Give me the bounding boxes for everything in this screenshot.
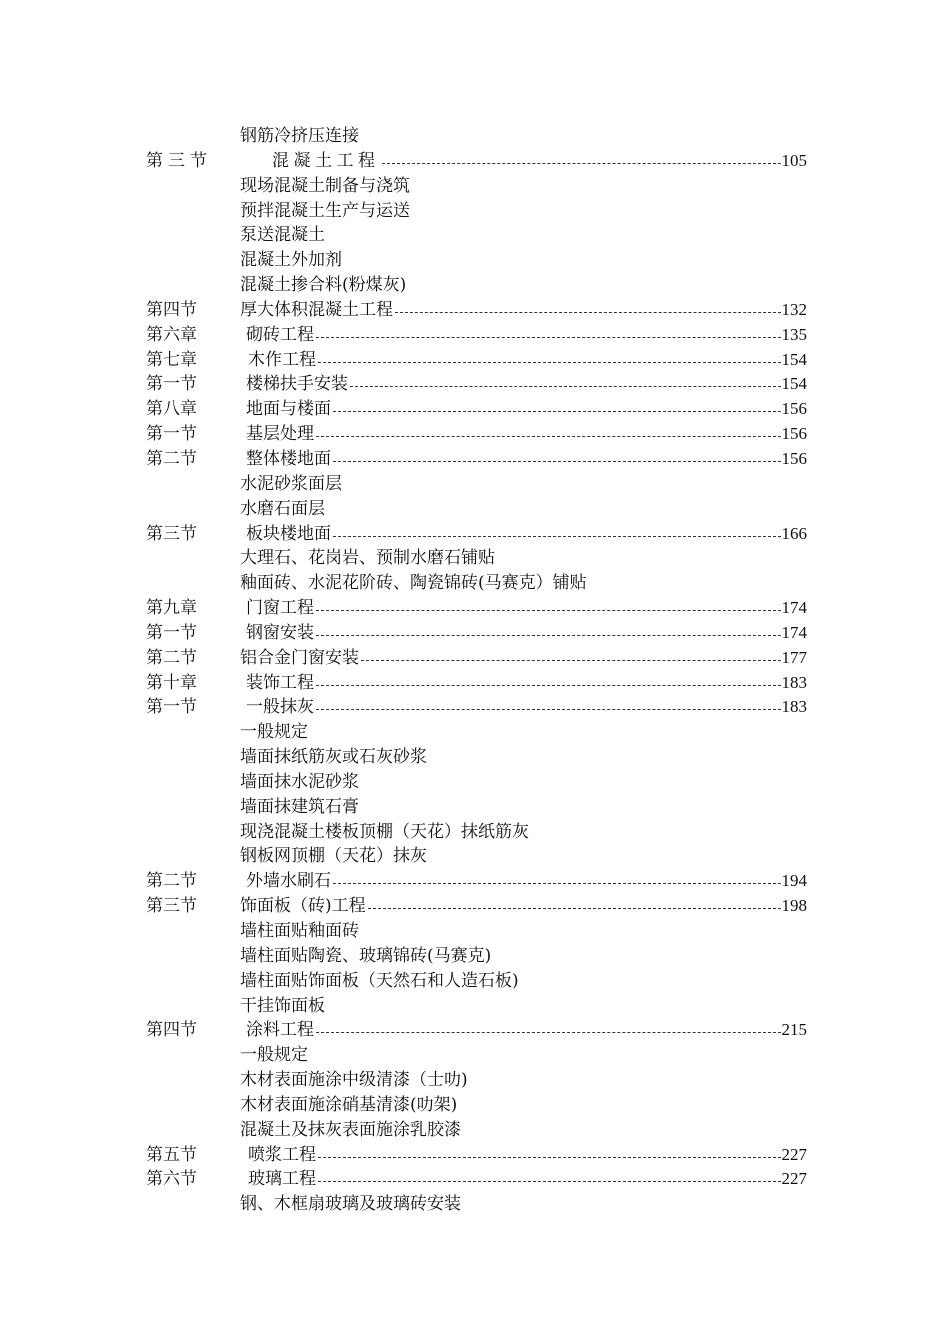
toc-entry-label: 第一节 <box>146 697 197 718</box>
toc-entry-title: 地面与楼面 <box>246 399 331 420</box>
toc-subentry <box>0 223 950 248</box>
toc-entry <box>0 1167 950 1192</box>
toc-page-number: 177 <box>781 647 807 667</box>
toc-page-number: 227 <box>781 1144 807 1164</box>
toc-entry-label: 第一节 <box>146 622 197 643</box>
toc-entry-title: 水泥砂浆面层 <box>240 473 342 494</box>
toc-dotted-leader <box>316 610 781 611</box>
toc-page-number: 194 <box>781 871 807 891</box>
toc-entry-title: 钢板网顶棚（天花）抹灰 <box>240 846 427 867</box>
toc-entry-label: 第八章 <box>146 399 197 420</box>
toc-page-number: 105 <box>781 150 807 170</box>
toc-entry-title: 木材表面施涂硝基清漆(叻架) <box>240 1094 458 1115</box>
toc-entry <box>0 298 950 323</box>
toc-entry <box>0 894 950 919</box>
toc-subentry <box>0 770 950 795</box>
toc-entry-title: 墙面抹水泥砂浆 <box>240 771 359 792</box>
toc-entry <box>0 447 950 472</box>
toc-subentry <box>0 1043 950 1068</box>
toc-page-number: 215 <box>781 1020 807 1040</box>
toc-subentry <box>0 944 950 969</box>
toc-subentry <box>0 844 950 869</box>
toc-page-number: 154 <box>781 349 807 369</box>
toc-page-number: 132 <box>781 299 807 319</box>
toc-entry-title: 泵送混凝土 <box>240 225 325 246</box>
toc-subentry <box>0 919 950 944</box>
toc-dotted-leader <box>333 461 781 462</box>
toc-entry-title: 预拌混凝土生产与运送 <box>240 200 410 221</box>
toc-subentry <box>0 472 950 497</box>
toc-page-number: 166 <box>781 523 807 543</box>
toc-entry-title: 釉面砖、水泥花阶砖、陶瓷锦砖(马赛克）铺贴 <box>240 573 587 594</box>
toc-entry-title: 整体楼地面 <box>246 448 331 469</box>
toc-subentry <box>0 1068 950 1093</box>
toc-entry-label: 第十章 <box>146 672 197 693</box>
toc-entry-label: 第三节 <box>146 896 197 917</box>
toc-dotted-leader <box>316 709 781 710</box>
toc-entry-label: 第二节 <box>146 647 197 668</box>
toc-entry-title: 装饰工程 <box>246 672 314 693</box>
toc-entry-title: 墙面抹纸筋灰或石灰砂浆 <box>240 747 427 768</box>
toc-entry <box>0 149 950 174</box>
toc-subentry <box>0 1192 950 1217</box>
toc-page-number: 135 <box>781 324 807 344</box>
toc-entry <box>0 372 950 397</box>
table-of-contents <box>0 124 950 1217</box>
toc-entry-title: 现浇混凝土楼板顶棚（天花）抹纸筋灰 <box>240 821 529 842</box>
toc-entry-title: 一般抹灰 <box>246 697 314 718</box>
toc-entry-label: 第三节 <box>146 150 212 171</box>
toc-entry-title: 基层处理 <box>246 424 314 445</box>
toc-dotted-leader <box>368 908 781 909</box>
toc-subentry <box>0 720 950 745</box>
toc-entry <box>0 695 950 720</box>
toc-subentry <box>0 174 950 199</box>
toc-entry <box>0 1018 950 1043</box>
toc-entry-title: 涂料工程 <box>246 1020 314 1041</box>
toc-entry <box>0 397 950 422</box>
toc-entry <box>0 596 950 621</box>
toc-entry-title: 饰面板（砖)工程 <box>240 896 366 917</box>
toc-subentry <box>0 745 950 770</box>
toc-entry-title: 钢窗安装 <box>246 622 314 643</box>
toc-dotted-leader <box>316 436 781 437</box>
toc-dotted-leader <box>318 1157 781 1158</box>
toc-entry-title: 砌砖工程 <box>246 324 314 345</box>
toc-entry-title: 门窗工程 <box>246 598 314 619</box>
toc-entry-title: 喷浆工程 <box>248 1144 316 1165</box>
toc-dotted-leader <box>395 312 781 313</box>
toc-entry-title: 墙柱面贴陶瓷、玻璃锦砖(马赛克) <box>240 945 492 966</box>
toc-entry <box>0 621 950 646</box>
toc-subentry <box>0 546 950 571</box>
toc-entry-title: 混凝土及抹灰表面施涂乳胶漆 <box>240 1119 461 1140</box>
toc-entry <box>0 1143 950 1168</box>
toc-entry <box>0 323 950 348</box>
toc-dotted-leader <box>350 386 781 387</box>
toc-dotted-leader <box>316 337 781 338</box>
toc-subentry <box>0 969 950 994</box>
toc-subentry <box>0 795 950 820</box>
toc-entry-title: 水磨石面层 <box>240 498 325 519</box>
toc-dotted-leader <box>361 660 781 661</box>
toc-subentry <box>0 820 950 845</box>
toc-entry-title: 一般规定 <box>240 722 308 743</box>
toc-entry-title: 外墙水刷石 <box>246 871 331 892</box>
toc-entry <box>0 522 950 547</box>
toc-entry-label: 第二节 <box>146 871 197 892</box>
toc-page-number: 156 <box>781 399 807 419</box>
toc-entry-label: 第五节 <box>146 1144 197 1165</box>
toc-dotted-leader <box>318 362 781 363</box>
toc-subentry <box>0 497 950 522</box>
toc-page-number: 198 <box>781 896 807 916</box>
toc-entry <box>0 671 950 696</box>
toc-page-number: 156 <box>781 448 807 468</box>
toc-dotted-leader <box>333 536 781 537</box>
toc-entry-label: 第四节 <box>146 299 197 320</box>
toc-entry-label: 第三节 <box>146 523 197 544</box>
toc-entry-title: 厚大体积混凝土工程 <box>240 299 393 320</box>
toc-entry-title: 混凝土外加剂 <box>240 250 342 271</box>
toc-entry-title: 楼梯扶手安装 <box>246 374 348 395</box>
toc-dotted-leader <box>318 1181 781 1182</box>
toc-subentry <box>0 273 950 298</box>
toc-page-number: 183 <box>781 697 807 717</box>
toc-entry-title: 钢、木框扇玻璃及玻璃砖安装 <box>240 1194 461 1215</box>
toc-entry-label: 第一节 <box>146 424 197 445</box>
toc-dotted-leader <box>316 1032 781 1033</box>
toc-entry-title: 板块楼地面 <box>246 523 331 544</box>
toc-entry-label: 第四节 <box>146 1020 197 1041</box>
toc-entry <box>0 422 950 447</box>
toc-entry-title: 大理石、花岗岩、预制水磨石铺贴 <box>240 548 495 569</box>
toc-entry-title: 现场混凝土制备与浇筑 <box>240 175 410 196</box>
toc-entry-title: 混凝土工程 <box>272 150 380 171</box>
toc-entry-title: 玻璃工程 <box>248 1169 316 1190</box>
toc-entry-label: 第七章 <box>146 349 197 370</box>
toc-page-number: 174 <box>781 598 807 618</box>
toc-subentry <box>0 124 950 149</box>
toc-subentry <box>0 571 950 596</box>
toc-entry-title: 木材表面施涂中级清漆（士叻) <box>240 1070 468 1091</box>
toc-entry-label: 第二节 <box>146 448 197 469</box>
toc-entry-title: 墙面抹建筑石膏 <box>240 796 359 817</box>
toc-entry <box>0 348 950 373</box>
toc-entry <box>0 869 950 894</box>
toc-entry-label: 第六节 <box>146 1169 197 1190</box>
toc-subentry <box>0 1093 950 1118</box>
toc-dotted-leader <box>333 411 781 412</box>
toc-entry-title: 钢筋冷挤压连接 <box>240 126 359 146</box>
toc-entry-title: 铝合金门窗安装 <box>240 647 359 668</box>
toc-dotted-leader <box>333 883 781 884</box>
toc-page-number: 183 <box>781 672 807 692</box>
toc-page-number: 156 <box>781 424 807 444</box>
toc-page-number: 174 <box>781 622 807 642</box>
toc-entry-title: 混凝土掺合料(粉煤灰) <box>240 275 407 296</box>
toc-entry-title: 木作工程 <box>248 349 316 370</box>
toc-dotted-leader <box>316 685 781 686</box>
toc-dotted-leader <box>382 163 781 164</box>
toc-entry-label: 第一节 <box>146 374 197 395</box>
toc-subentry <box>0 1118 950 1143</box>
toc-entry-title: 一般规定 <box>240 1045 308 1066</box>
toc-page-number: 154 <box>781 374 807 394</box>
toc-entry-title: 墙柱面贴釉面砖 <box>240 921 359 941</box>
toc-entry-title: 干挂饰面板 <box>240 995 325 1016</box>
toc-entry-label: 第六章 <box>146 324 197 345</box>
toc-subentry <box>0 199 950 224</box>
toc-entry-title: 墙柱面贴饰面板（天然石和人造石板) <box>240 970 519 991</box>
toc-subentry <box>0 994 950 1019</box>
toc-dotted-leader <box>316 635 781 636</box>
toc-entry <box>0 646 950 671</box>
toc-page-number: 227 <box>781 1169 807 1189</box>
toc-subentry <box>0 248 950 273</box>
toc-entry-label: 第九章 <box>146 598 197 619</box>
